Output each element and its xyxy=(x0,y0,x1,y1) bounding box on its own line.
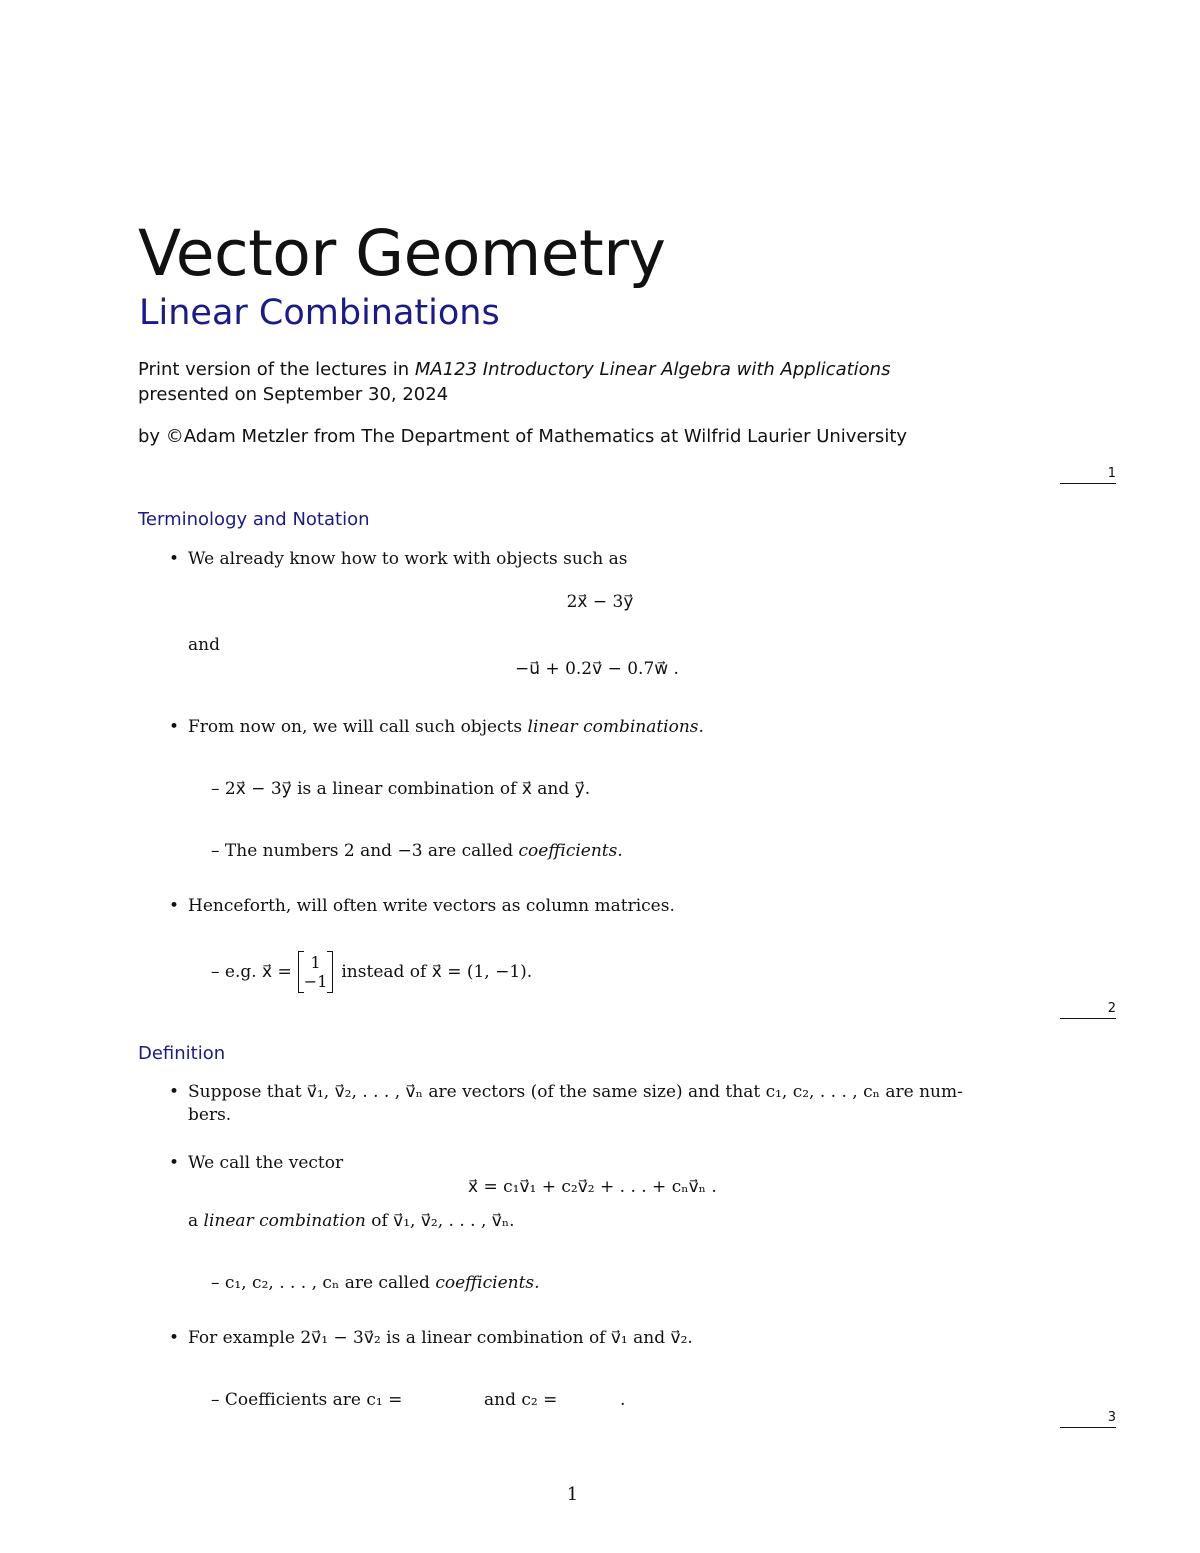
equation-2x-3y-text: 2x⃗ − 3y⃗ xyxy=(566,592,634,612)
presented-date: presented on September 30, 2024 xyxy=(138,384,449,405)
bullet-we-call: • We call the vector xyxy=(188,1152,343,1174)
slide-number-2: 2 xyxy=(1060,1001,1116,1019)
equation-linear-combination: x⃗ = c₁v⃗₁ + c₂v⃗₂ + . . . + cₙv⃗ₙ . xyxy=(468,1177,717,1197)
author-line: by ©Adam Metzler from The Department of Mathematics at Wilfrid Laurier University xyxy=(138,426,908,447)
section-heading-definition: Definition xyxy=(138,1043,226,1064)
document-subtitle: Linear Combinations xyxy=(139,293,500,333)
column-example-suffix: instead of x⃗ = (1, −1). xyxy=(341,962,533,982)
term-linear-combinations: linear combinations. xyxy=(527,717,704,737)
document-title: Vector Geometry xyxy=(138,217,666,290)
column-matrix xyxy=(298,953,334,991)
term-coefficients-2: coefficients. xyxy=(435,1273,540,1293)
bullet-linear-combinations xyxy=(188,716,704,738)
lin-def-suffix: of v⃗₁, v⃗₂, . . . , v⃗ₙ. xyxy=(365,1211,515,1231)
slide-number-3: 3 xyxy=(1060,1410,1116,1428)
dash-coefficients xyxy=(211,840,623,862)
matrix-entry-1: 1 xyxy=(310,953,321,972)
dash-coefficients-text: – The numbers 2 and −3 are called xyxy=(211,841,519,861)
lin-def-prefix: a xyxy=(188,1211,204,1231)
dash-column-matrix-example xyxy=(211,953,532,991)
course-name: MA123 Introductory Linear Algebra with Applications xyxy=(414,359,891,380)
dash-linear-combination-example: – 2x⃗ − 3y⃗ is a linear combination of x⃗ and y⃗. xyxy=(211,779,591,799)
bullet-suppose-continued: bers. xyxy=(188,1105,232,1125)
print-version-line xyxy=(138,358,890,382)
dash-coefficients-are-a: – Coefficients are c₁ = xyxy=(211,1390,403,1410)
section-heading-terminology: Terminology and Notation xyxy=(138,509,370,530)
dash-coefficients-are-b: and c₂ = xyxy=(484,1390,558,1410)
slide-number-1: 1 xyxy=(1060,466,1116,484)
bullet-suppose: • Suppose that v⃗₁, v⃗₂, . . . , v⃗ₙ are vectors (of the same size) and that c₁, c₂, . . . , cₙ are num- xyxy=(188,1081,963,1103)
bullet-linear-combinations-text: From now on, we will call such objects xyxy=(188,717,528,737)
bullet-for-example: • For example 2v⃗₁ − 3v⃗₂ is a linear combination of v⃗₁ and v⃗₂. xyxy=(188,1327,693,1349)
dash-called-coefficients-text: – c₁, c₂, . . . , cₙ are called xyxy=(211,1273,436,1293)
and-text: and xyxy=(188,635,220,655)
equation-u-v-w: −u⃗ + 0.2v⃗ − 0.7w⃗ . xyxy=(515,659,679,679)
matrix-entry-2: −1 xyxy=(303,972,328,991)
column-example-prefix: – e.g. x⃗ = xyxy=(211,962,292,982)
page-number: 1 xyxy=(566,1484,579,1505)
dash-coefficients-are-c: . xyxy=(620,1390,626,1410)
bullet-column-matrices: • Henceforth, will often write vectors as column matrices. xyxy=(188,895,675,917)
dash-called-coefficients xyxy=(211,1272,540,1294)
term-coefficients: coefficients. xyxy=(518,841,623,861)
linear-combination-definition xyxy=(188,1210,515,1232)
term-linear-combination: linear combination xyxy=(203,1211,366,1231)
print-prefix: Print version of the lectures in xyxy=(138,359,415,380)
equation-2x-3y xyxy=(0,591,1200,613)
bullet-objects: • We already know how to work with objects such as xyxy=(188,548,628,570)
